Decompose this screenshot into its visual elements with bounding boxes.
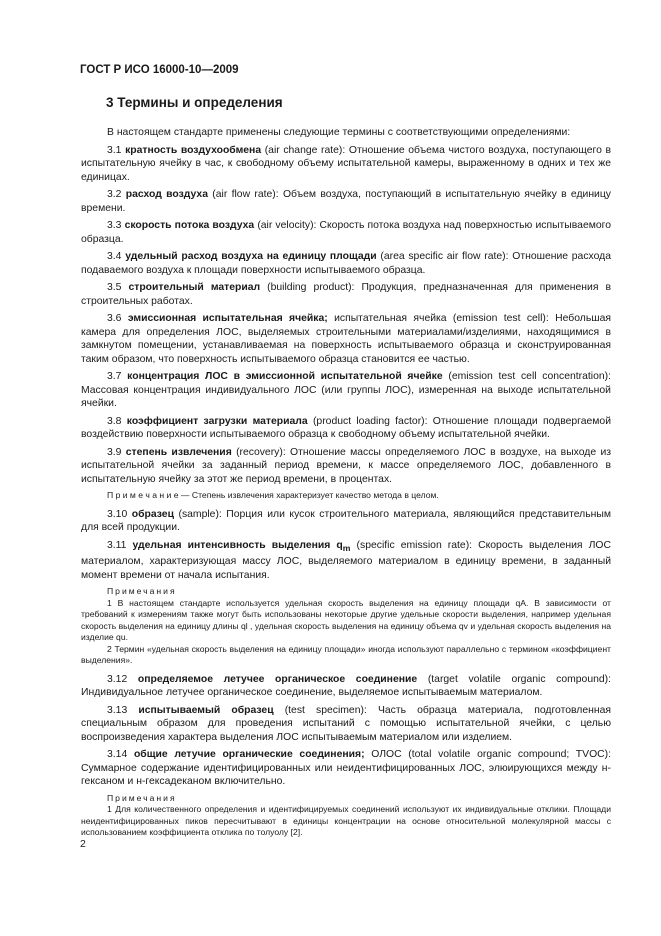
notes-specific-emission: [81, 586, 611, 667]
content-body: [81, 126, 611, 845]
notes-heading: Примечания: [107, 792, 177, 803]
term-3-10: 3.10 образец (sample): Порция или кусок строительного материала, являющийся представительным для всей продукции.: [81, 508, 611, 533]
standard-header: ГОСТ Р ИСО 16000-10—2009: [80, 64, 239, 76]
intro-paragraph: В настоящем стандарте применены следующие термины с соответствующими определениями:: [107, 127, 571, 138]
term-3-7: 3.7 концентрация ЛОС в эмиссионной испытательной ячейке (emission test cell concentration): Массовая концентрация индивидуального ЛОС (или группы ЛОС), измеренная на выходе испытательной ячейки.: [81, 371, 611, 409]
term-3-1: 3.1 кратность воздухообмена (air change rate): Отношение объема чистого воздуха, поступающего в испытательную ячейку в час, к свободному объему испытательной камеры, выраженному в одних и тех же единицах.: [81, 144, 611, 183]
term-3-14: 3.14 общие летучие органические соединения; ОЛОС (total volatile organic compound; TVOC): Суммарное содержание идентифицированных или неидентифицированных ЛОС, элюирующихся между н-гексаном и н-гексадеканом включительно.: [81, 749, 612, 788]
note-item: 1 В настоящем стандарте используется удельная скорость выделения на единицу площади qA. В зависимости от требований к измерениям также могут быть использованы некоторые другие удельные скорости выделения, например удельная скорость выделения на единицу длины ql , удельная скорость выделения на единицу объема qv и удельная скорость выделения на изделие qu.: [81, 597, 611, 643]
term-3-9: 3.9 степень извлечения (recovery): Отношение массы определяемого ЛОС в воздухе, на выходе из испытательной ячейки за заданный период времени, к массе определяемого ЛОС, добавленного в испытательную ячейку за этот же период времени, в процентах.: [81, 446, 612, 485]
term-3-8: 3.8 коэффициент загрузки материала (product loading factor): Отношение площади подвергаемой воздействию поверхности испытываемого образца к свободному объему испытательной ячейки.: [81, 415, 612, 440]
notes-tvoc: [81, 793, 611, 839]
term-3-6: 3.6 эмиссионная испытательная ячейка; испытательная ячейка (emission test cell): Небольшая камера для определения ЛОС, выделяемых строительными материалами/изделиями, находящимися в замкнутом помещении, устанавливаемая на поверхность испытываемого образца и сконструированная таким образом, что поверхность испытываемого образца становится ее частью.: [81, 313, 612, 365]
term-3-2: 3.2 расход воздуха (air flow rate): Объем воздуха, поступающий в испытательную ячейку в единицу времени.: [81, 189, 612, 214]
term-3-5: 3.5 строительный материал (building product): Продукция, предназначенная для применения в строительных работах.: [81, 282, 612, 307]
term-3-3: 3.3 скорость потока воздуха (air velocity): Скорость потока воздуха над поверхностью испытываемого образца.: [81, 220, 611, 245]
note-item: 2 Термин «удельная скорость выделения на единицу площади» иногда используют параллельно с термином «коэффициент выделения».: [81, 643, 611, 666]
section-title: 3 Термины и определения: [106, 95, 283, 110]
note-recovery: [81, 490, 611, 502]
note-item: 1 Для количественного определения и идентифицируемых соединений используют их индивидуальные отклики. Площади неидентифицированных пиков пересчитывают в единицы концентрации на основе относительной молекулярной массы с использованием коэффициента отклика по толуолу [2].: [81, 804, 611, 838]
term-3-4: 3.4 удельный расход воздуха на единицу площади (area specific air flow rate): Отношение расхода подаваемого воздуха к площади поверхности испытываемого образца.: [81, 251, 612, 276]
term-3-11: 3.11 удельная интенсивность выделения $q_m$ (specific emission rate): Скорость выделения ЛОС материалом, характеризующая массу ЛОС, выделяемого материалом в единицу времени, в заданный момент времени от начала испытания.: [81, 539, 612, 581]
notes-heading: Примечания: [107, 586, 177, 597]
term-3-12: 3.12 определяемое летучее органическое соединение (target volatile organic compound): Индивидуальное летучее органическое соединение, выделяемое испытываемым материалом.: [81, 673, 612, 699]
page-number: 2: [80, 838, 86, 850]
term-3-13: 3.13 испытываемый образец (test specimen): Часть образца материала, подготовленная специальным образом для проведения испытаний с помощью испытательной ячейки, с целью воспроизведения характера выделения ЛОС испытываемым материалом или изделием.: [81, 704, 612, 743]
note-text: П р и м е ч а н и е — Степень извлечения характеризует качество метода в целом.: [107, 490, 439, 500]
